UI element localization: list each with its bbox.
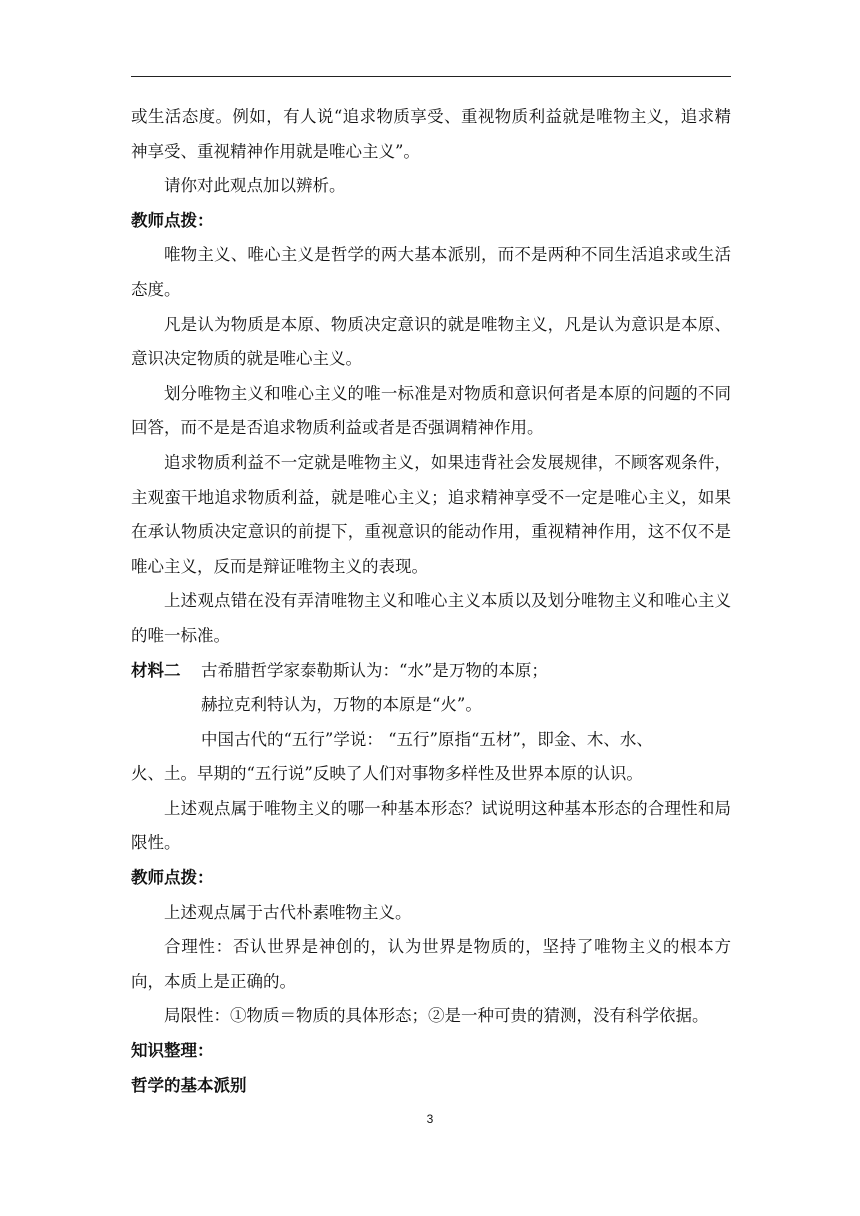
paragraph: 追求物质利益不一定就是唯物主义，如果违背社会发展规律，不顾客观条件，主观蛮干地追求物质利益，就是唯心主义；追求精神享受不一定是唯心主义，如果在承认物质决定意识的前提下，重视意识的能动作用，重视精神作用，这不仅不是唯心主义，反而是辩证唯物主义的表现。: [131, 452, 731, 576]
paragraph: 上述观点错在没有弄清唯物主义和唯心主义本质以及划分唯物主义和唯心主义的唯一标准。: [131, 591, 731, 645]
paragraph: 合理性：否认世界是神创的，认为世界是物质的，坚持了唯物主义的根本方向，本质上是正确的。: [131, 937, 731, 991]
material-line: 火、土。早期的“五行说”反映了人们对事物多样性及世界本原的认识。: [131, 764, 643, 784]
paragraph: 上述观点属于古代朴素唯物主义。: [164, 902, 412, 922]
material-line: 中国古代的“五行”学说： “五行”原指“五材”，即金、木、水、: [201, 729, 653, 749]
section-heading: 哲学的基本派别: [131, 1075, 247, 1095]
paragraph: 凡是认为物质是本原、物质决定意识的就是唯物主义，凡是认为意识是本原、意识决定物质的就是唯心主义。: [131, 314, 731, 369]
discussion-block: [131, 100, 731, 654]
paragraph: 请你对此观点加以辨析。: [164, 176, 346, 196]
material-line: 赫拉克利特认为，万物的本原是“火”。: [201, 695, 482, 715]
analysis-block: [131, 792, 731, 1103]
paragraph: 划分唯物主义和唯心主义的唯一标准是对物质和意识何者是本原的问题的不同回答，而不是是否追求物质利益或者是否强调精神作用。: [131, 383, 731, 438]
paragraph: 上述观点属于唯物主义的哪一种基本形态？试说明这种基本形态的合理性和局限性。: [131, 798, 731, 853]
paragraph: 唯物主义、唯心主义是哲学的两大基本派别，而不是两种不同生活追求或生活态度。: [131, 245, 731, 299]
paragraph: 或生活态度。例如，有人说“追求物质享受、重视物质利益就是唯物主义，追求精神享受、重视精神作用就是唯心主义”。: [131, 107, 731, 161]
page-content: [131, 100, 731, 1103]
material-line: 古希腊哲学家泰勒斯认为：“水”是万物的本原；: [201, 660, 548, 680]
page-number: 3: [426, 1112, 434, 1126]
material-label: 材料二: [131, 660, 181, 680]
material-two: [131, 654, 731, 792]
section-heading: 教师点拨：: [131, 210, 214, 230]
section-heading: 知识整理：: [131, 1041, 214, 1061]
section-heading: 教师点拨：: [131, 868, 214, 888]
header-rule: [131, 76, 731, 77]
paragraph: 局限性：①物质＝物质的具体形态；②是一种可贵的猜测，没有科学依据。: [164, 1006, 709, 1026]
